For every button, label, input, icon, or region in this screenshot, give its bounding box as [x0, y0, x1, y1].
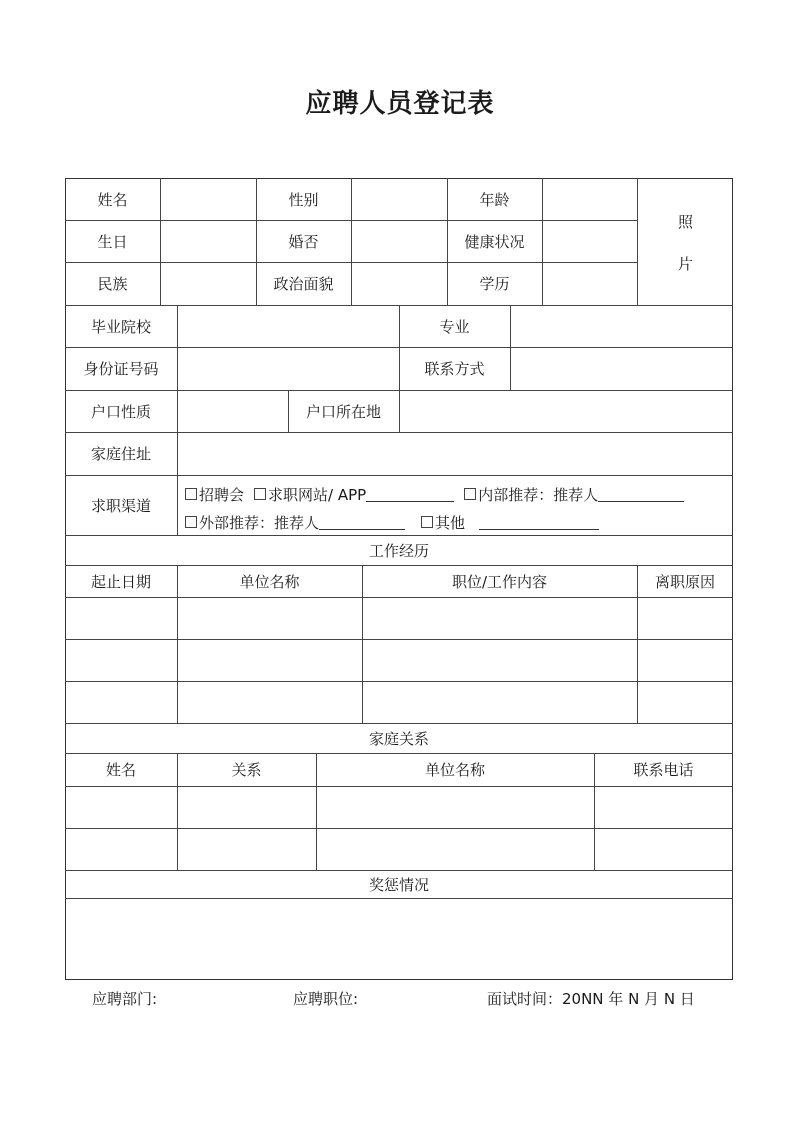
page-title: 应聘人员登记表: [305, 89, 495, 119]
option-external: 外部推荐：推荐人: [199, 513, 320, 532]
input-hukou-location[interactable]: [400, 391, 733, 432]
footer-dept: 应聘部门:: [92, 990, 158, 1008]
option-job-fair: 招聘会: [199, 485, 245, 504]
work-header-position: 职位/工作内容: [451, 572, 548, 591]
family-header-name: 姓名: [105, 761, 136, 779]
input-major[interactable]: [511, 306, 733, 347]
label-contact: 联系方式: [424, 360, 485, 378]
work-row[interactable]: [66, 640, 733, 681]
label-address: 家庭住址: [90, 445, 151, 463]
input-name[interactable]: [161, 179, 255, 220]
input-address[interactable]: [178, 433, 733, 475]
label-marital: 婚否: [288, 232, 319, 251]
input-age[interactable]: [543, 179, 637, 220]
label-name: 姓名: [97, 190, 128, 209]
option-other: 其他: [435, 513, 466, 532]
blank-internal-referrer[interactable]: [598, 487, 684, 502]
family-row[interactable]: [66, 829, 733, 870]
blank-other[interactable]: [479, 515, 599, 530]
channel-line-1: [185, 484, 684, 504]
checkbox-internal[interactable]: [464, 488, 476, 500]
checkbox-external[interactable]: [185, 516, 197, 528]
label-birthday: 生日: [97, 232, 128, 251]
blank-external-referrer[interactable]: [319, 515, 405, 530]
section-awards: 奖惩情况: [368, 875, 429, 894]
input-id-number[interactable]: [178, 348, 399, 390]
family-header-company: 单位名称: [424, 761, 485, 779]
label-age: 年龄: [479, 190, 510, 209]
input-contact[interactable]: [511, 348, 733, 390]
label-political: 政治面貌: [273, 275, 334, 293]
photo-label-top: 照: [677, 212, 693, 231]
work-row[interactable]: [66, 682, 733, 723]
label-channel: 求职渠道: [90, 496, 151, 515]
work-header-reason: 离职原因: [654, 572, 715, 591]
section-family: 家庭关系: [368, 729, 429, 748]
family-row[interactable]: [66, 787, 733, 828]
label-health: 健康状况: [464, 232, 525, 251]
label-school: 毕业院校: [90, 317, 151, 336]
channel-line-2: [185, 512, 599, 532]
label-gender: 性别: [288, 190, 319, 209]
label-id-number: 身份证号码: [83, 360, 159, 378]
section-work: 工作经历: [368, 541, 429, 560]
input-gender[interactable]: [352, 179, 446, 220]
awards-input[interactable]: [66, 899, 733, 979]
blank-website[interactable]: [366, 487, 454, 502]
label-hukou-location: 户口所在地: [305, 402, 381, 421]
input-health[interactable]: [543, 221, 637, 262]
input-education[interactable]: [543, 263, 637, 305]
label-ethnicity: 民族: [97, 275, 128, 293]
footer-position: 应聘职位:: [293, 990, 359, 1008]
label-hukou-type: 户口性质: [90, 402, 151, 421]
photo-label-bottom: 片: [677, 254, 693, 273]
input-political[interactable]: [352, 263, 446, 305]
option-website: 求职网站/ APP: [268, 485, 367, 504]
photo-box[interactable]: [638, 179, 733, 305]
checkbox-job-fair[interactable]: [185, 488, 197, 500]
family-header-phone: 联系电话: [633, 761, 694, 779]
label-education: 学历: [479, 275, 510, 293]
checkbox-other[interactable]: [421, 516, 433, 528]
input-school[interactable]: [178, 306, 399, 347]
input-birthday[interactable]: [161, 221, 255, 262]
input-marital[interactable]: [352, 221, 446, 262]
checkbox-website[interactable]: [254, 488, 266, 500]
family-header-relation: 关系: [231, 761, 262, 779]
input-ethnicity[interactable]: [161, 263, 255, 305]
work-header-dates: 起止日期: [90, 572, 151, 591]
footer-interview-time: 面试时间：20NN 年 N 月 N 日: [487, 990, 695, 1008]
work-row[interactable]: [66, 598, 733, 639]
option-internal: 内部推荐：推荐人: [478, 485, 599, 504]
label-major: 专业: [439, 317, 470, 336]
work-header-company: 单位名称: [239, 572, 300, 591]
input-hukou-type[interactable]: [178, 391, 288, 432]
